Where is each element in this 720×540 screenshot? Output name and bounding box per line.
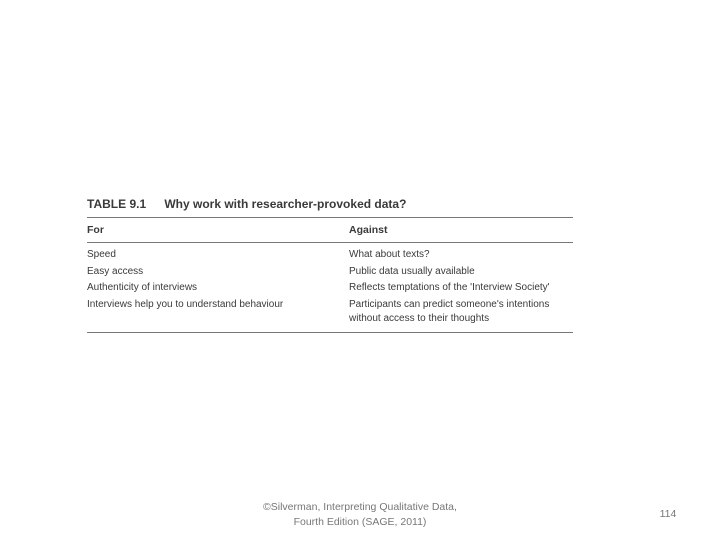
citation-line-2: Fourth Edition (SAGE, 2011): [293, 516, 427, 528]
table-cell-for: Authenticity of interviews: [87, 282, 198, 293]
table-title: Why work with researcher-provoked data?: [164, 197, 407, 211]
table-figure: [87, 196, 573, 333]
table-cell-for: Speed: [87, 249, 116, 260]
table-cell-against: Participants can predict someone's intentions: [349, 298, 550, 310]
column-header-for: For: [87, 224, 104, 236]
table-bottom-rule: [87, 332, 573, 333]
table-cell-for: Easy access: [87, 265, 144, 277]
table-cell-against-continued: without access to their thoughts: [349, 312, 490, 324]
citation-line-1: ©Silverman, Interpreting Qualitative Data,: [263, 501, 457, 513]
for-column: [87, 247, 349, 326]
against-column: [349, 247, 573, 326]
table-cell-against: What about texts?: [349, 249, 430, 260]
table-cell-against: Reflects temptations of the 'Interview Society': [349, 282, 550, 293]
table-cell-for: Interviews help you to understand behaviour: [87, 298, 284, 310]
page-number: 114: [659, 508, 677, 520]
table-header-row: [87, 218, 573, 242]
table-caption: [87, 196, 573, 214]
footer-citation: [240, 500, 480, 530]
table-label: TABLE 9.1: [87, 197, 147, 211]
table-cell-against: Public data usually available: [349, 265, 475, 277]
table-body: [87, 243, 573, 332]
column-header-against: Against: [349, 224, 388, 236]
